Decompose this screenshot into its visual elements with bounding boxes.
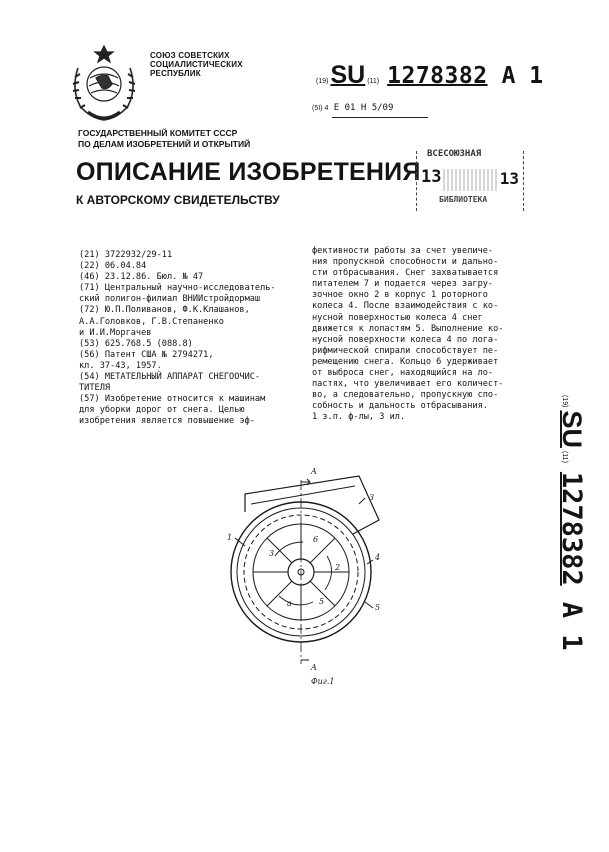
country-line: СОЮЗ СОВЕТСКИХ (150, 51, 230, 60)
ipc-class: E 01 H 5/09 (333, 103, 394, 113)
section-label-top: A (311, 467, 317, 476)
vertical-patent-number-text (556, 392, 587, 650)
part-label-5b: 5 (319, 597, 325, 606)
part-label-5: 5 (375, 603, 381, 612)
inid-code-19: (19) (316, 78, 329, 85)
abstract-text (312, 246, 562, 424)
stamp-number-right: 13 (499, 169, 519, 188)
document-subtitle: К АВТОРСКОМУ СВИДЕТЕЛЬСТВУ (76, 193, 280, 207)
committee-line: ПО ДЕЛАМ ИЗОБРЕТЕНИЙ И ОТКРЫТИЙ (78, 139, 251, 149)
vertical-inid-11: (11) (561, 450, 568, 463)
rotation-arrow (325, 556, 332, 590)
biblio-line: (53) 625.768.5 (088.8) (79, 338, 193, 349)
part-label-a: a (287, 599, 292, 608)
issuing-country (150, 51, 243, 78)
patent-number-header (314, 61, 543, 90)
rotation-arrow (279, 596, 313, 605)
abstract-line: от выброса снег, находящийся на ло- (312, 368, 494, 379)
vertical-inid-19: (19) (561, 395, 568, 408)
document-title: ОПИСАНИЕ ИЗОБРЕТЕНИЯ (76, 158, 421, 186)
biblio-line: ТИТЕЛЯ (79, 383, 111, 394)
biblio-line: (22) 06.04.84 (79, 261, 147, 272)
section-label-bottom: A (311, 663, 317, 672)
stamp-bottom-text: БИБЛИОТЕКА (439, 195, 488, 204)
biblio-line: (56) Патент США № 2794271, (79, 349, 214, 360)
abstract-line: во, а следовательно, пропускную спо- (312, 390, 499, 401)
committee-line: ГОСУДАРСТВЕННЫЙ КОМИТЕТ СССР (78, 128, 238, 138)
part-label-1: 1 (227, 533, 233, 542)
abstract-line: рифмической спирали способствует пе- (312, 345, 499, 356)
abstract-line: собность и дальность отбрасывания. (312, 401, 488, 412)
bibliographic-data (79, 250, 299, 428)
country-code: SU (330, 61, 366, 89)
ipc-underline (332, 117, 428, 118)
inid-code-11: (11) (367, 78, 380, 85)
biblio-line: А.А.Головков, Г.В.Степаненко (79, 316, 224, 327)
abstract-line: колеса 4. После взаимодействия с ко- (312, 301, 499, 312)
abstract-line: фективности работы за счет увеличе- (312, 246, 494, 256)
country-line: РЕСПУБЛИК (150, 69, 201, 78)
biblio-line: (71) Центральный научно-исследователь- (79, 283, 276, 294)
part-label-3b: 3 (269, 549, 275, 558)
part-label-4: 4 (375, 553, 381, 562)
abstract-line: нусной поверхности колеса 4 по лога- (312, 334, 499, 345)
abstract-line: пастях, что увеличивает его количест- (312, 379, 504, 390)
kind-code: A 1 (501, 63, 544, 89)
patent-number: 1278382 (387, 63, 488, 89)
stamp-ink-blot (443, 169, 499, 191)
vertical-country-code: SU (557, 410, 587, 448)
biblio-line: ский полигон-филиал ВНИИстройдормаш (79, 294, 261, 305)
library-stamp (416, 151, 524, 211)
part-label-6: 6 (313, 535, 319, 544)
ipc-code-label: (5I) 4 (312, 105, 329, 112)
abstract-line: ремещению снега. Кольцо 6 удерживает (312, 356, 499, 367)
abstract-line: ния пропускной способности и дально- (312, 257, 499, 268)
abstract-line: 1 з.п. ф-лы, 3 ил. (312, 412, 406, 423)
stamp-text: ВСЕСОЮЗНАЯ (427, 149, 482, 159)
biblio-line: (57) Изобретение относится к машинам (79, 394, 266, 405)
figure-1-drawing (215, 460, 395, 690)
biblio-line: (54) МЕТАТЕЛЬНЫЙ АППАРАТ СНЕГООЧИС- (79, 372, 261, 383)
abstract-line: движется к лопастям 5. Выполнение ко- (312, 323, 504, 334)
part-label-3: 3 (369, 493, 375, 502)
ipc-classification (312, 103, 393, 113)
biblio-line: кл. 37-43, 1957. (79, 360, 162, 371)
biblio-line: (21) 3722932/29-11 (79, 250, 173, 260)
committee-name (78, 128, 250, 150)
chute-inner-line (251, 486, 355, 504)
stamp-number-left: 13 (421, 167, 442, 187)
country-line: СОЦИАЛИСТИЧЕСКИХ (150, 60, 243, 69)
biblio-line: (46) 23.12.86. Бюл. № 47 (79, 272, 204, 283)
biblio-line: для уборки дорог от снега. Целью (79, 405, 245, 416)
figure-caption: Фиг.1 (311, 677, 335, 686)
abstract-line: сти отбрасывания. Снег захватывается (312, 268, 499, 279)
biblio-line: и И.И.Моргачев (79, 327, 152, 338)
vertical-patent-number-value: 1278382 (556, 471, 587, 586)
abstract-line: питателем 7 и подается через загру- (312, 279, 494, 290)
biblio-line: изобретения является повышение эф- (79, 416, 255, 427)
biblio-line: (72) Ю.П.Поливанов, Ф.К.Клашанов, (79, 305, 250, 316)
part-label-2: 2 (335, 563, 341, 572)
abstract-line: зочное окно 2 в корпус 1 роторного (312, 290, 488, 301)
leader-line (359, 498, 365, 504)
rotation-arrow (275, 542, 303, 556)
abstract-line: нусной поверхностью колеса 4 снег (312, 312, 483, 323)
vertical-kind-code: A 1 (556, 601, 587, 651)
ussr-emblem-icon (68, 44, 140, 126)
leader-line (365, 602, 373, 608)
vertical-patent-number (537, 392, 593, 682)
